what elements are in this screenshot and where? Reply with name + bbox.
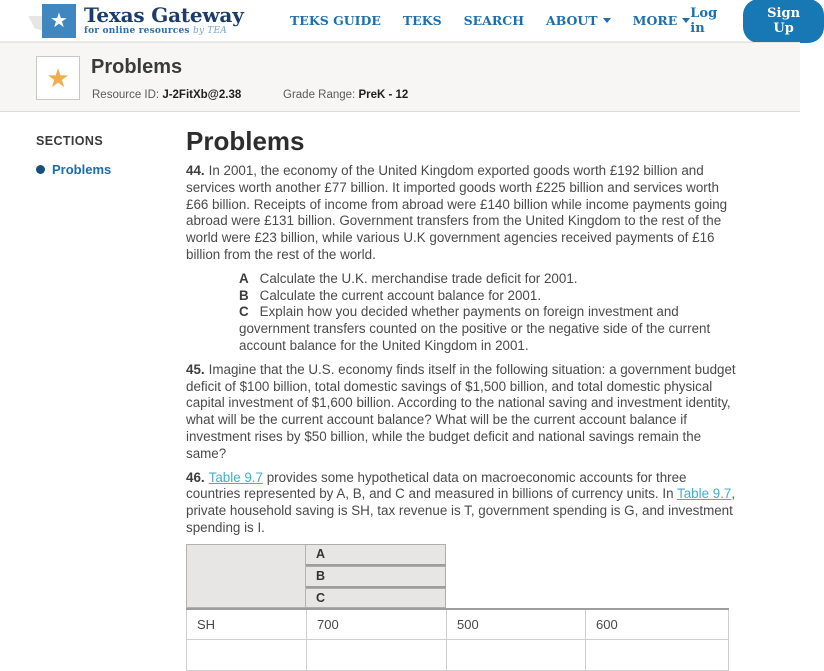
- grade-range: [283, 89, 408, 101]
- resource-banner: [0, 42, 800, 112]
- problem-text: provides some hypothetical data on macroeconomic accounts for three countries represented by A, B, and C and measured in billions of currency units. In: [186, 469, 687, 502]
- resource-id-value: J-2FitXb@2.38: [162, 89, 242, 101]
- nav-dropdown-about[interactable]: [546, 13, 611, 28]
- sections-sidebar: [0, 126, 186, 671]
- country-header-a: A: [306, 544, 446, 564]
- nav-dropdown-more[interactable]: [633, 13, 691, 28]
- bullet-icon: [36, 165, 45, 174]
- problem-44: [186, 163, 742, 264]
- page-title: Problems: [186, 126, 305, 156]
- nav-link-label: ABOUT: [546, 13, 598, 28]
- value-cell: 700: [307, 609, 447, 640]
- resource-title: Problems: [91, 56, 183, 78]
- nav-link-label: TEKS GUIDE: [290, 13, 381, 28]
- logo-mark: [28, 2, 78, 40]
- row-label-cell: SH: [187, 609, 307, 640]
- row-label-cell: [187, 640, 307, 671]
- list-item: [239, 304, 742, 354]
- problem-45: [186, 362, 742, 463]
- value-cell: [586, 640, 729, 671]
- country-header-stack: [306, 544, 446, 608]
- content-layout: [0, 112, 800, 671]
- table-row: [187, 609, 729, 640]
- item-letter: C: [239, 304, 249, 320]
- list-item: [239, 271, 742, 288]
- nav-link-label: SEARCH: [463, 13, 525, 28]
- star-icon: ★: [46, 63, 70, 93]
- logo-tagline-by: by TEA: [192, 26, 227, 36]
- resource-id-label: Resource ID:: [92, 89, 160, 101]
- table-header: [186, 544, 742, 608]
- logo-star-box: [42, 4, 76, 38]
- signup-button[interactable]: Sign Up: [743, 0, 824, 43]
- problem-text: Imagine that the U.S. economy finds itself in the following situation: a government budget deficit of $100 billion, total domestic savings of $1,500 billion, and total domestic physical capital investment of $1,600 billion. According to the national saving and investment identity, what will be the current account balance? What will be the current account balance if investment rises by $50 billion, while the budget deficit and national savings remain the same?: [186, 361, 736, 461]
- table-9-7-link[interactable]: Table 9.7: [208, 469, 263, 485]
- site-logo[interactable]: [28, 2, 280, 40]
- resource-meta: [92, 89, 409, 101]
- logo-tagline-text: for online resources: [84, 26, 190, 36]
- table-body: [186, 608, 729, 671]
- value-cell: [447, 640, 586, 671]
- sidebar-item-label: Problems: [52, 162, 112, 177]
- top-navigation: [0, 0, 800, 42]
- value-cell: 600: [586, 609, 729, 640]
- grade-range-value: PreK - 12: [358, 89, 409, 101]
- login-link[interactable]: Log in: [690, 5, 718, 36]
- problem-text: In 2001, the economy of the United Kingdom exported goods worth £192 billion and services worth another £77 billion. It imported goods worth £225 billion and services worth £66 billion. Receipts of income from abroad were £140 billion while income payments going abroad were £131 billion. Government transfers from the United Kingdom to the rest of the world were £23 billion, while various U.K government agencies received payments of £16 billion from the rest of the world.: [186, 163, 728, 262]
- table-9-7: [186, 544, 742, 671]
- resource-type-badge: [36, 56, 80, 100]
- grade-range-label: Grade Range:: [283, 89, 356, 101]
- nav-links: [290, 13, 690, 28]
- item-text: Calculate the current account balance for 2001.: [259, 287, 542, 303]
- logo-tagline: [84, 26, 244, 36]
- country-header-c: C: [306, 588, 446, 608]
- resource-id: [92, 89, 241, 101]
- item-letter: A: [239, 270, 249, 286]
- problem-number: 46.: [186, 469, 205, 485]
- logo-text: [84, 5, 244, 36]
- sections-heading: SECTIONS: [36, 134, 104, 148]
- problem-44-parts: [239, 271, 742, 355]
- item-text: Calculate the U.K. merchandise trade deficit for 2001.: [259, 270, 578, 286]
- table-9-7-link[interactable]: Table 9.7: [677, 486, 732, 502]
- nav-link-label: MORE: [632, 13, 678, 28]
- caret-down-icon: [682, 18, 690, 23]
- problem-number: 44.: [186, 163, 205, 178]
- table-corner-cell: [186, 544, 306, 608]
- table-row: [187, 640, 729, 671]
- item-text: Explain how you decided whether payments on foreign investment and government transfers counted on the positive or the negative side of the current account balance for the United Kingdom in 2001.: [239, 304, 711, 353]
- main-content: [186, 126, 742, 671]
- value-cell: [307, 640, 447, 671]
- logo-title: Texas Gateway: [84, 3, 244, 27]
- star-icon: ★: [50, 9, 68, 32]
- sidebar-item-problems[interactable]: [36, 162, 186, 177]
- list-item: [239, 288, 742, 305]
- value-cell: 500: [447, 609, 586, 640]
- item-letter: B: [239, 287, 249, 303]
- caret-down-icon: [603, 18, 611, 23]
- country-header-b: B: [306, 566, 446, 586]
- nav-link-search[interactable]: [464, 13, 524, 28]
- nav-link-label: TEKS: [402, 13, 442, 28]
- problem-number: 45.: [186, 361, 205, 377]
- problem-text: , private household saving is SH, tax revenue is T, government spending is G, and investment spending is I.: [186, 486, 736, 535]
- auth-area: [690, 0, 824, 43]
- problem-46: [186, 470, 742, 537]
- nav-link-teks-guide[interactable]: [290, 13, 381, 28]
- nav-link-teks[interactable]: [403, 13, 442, 28]
